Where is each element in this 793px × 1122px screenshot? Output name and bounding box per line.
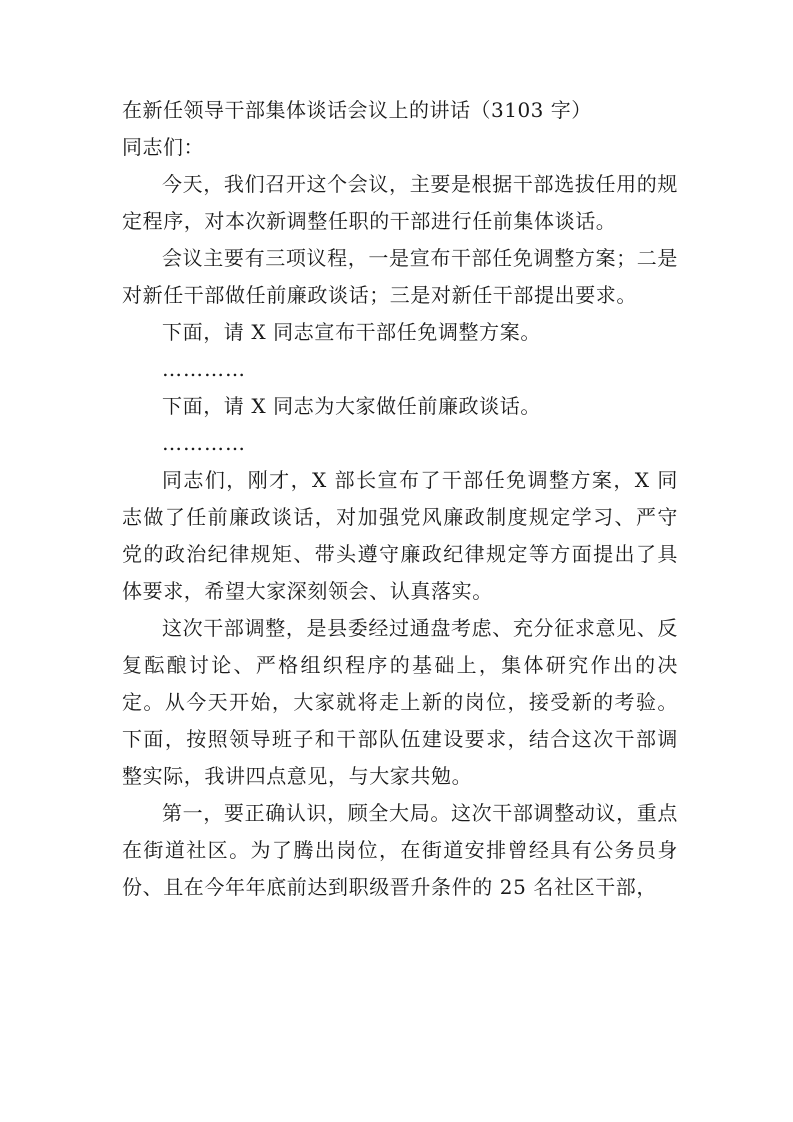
paragraph-point-one: 第一，要正确认识，顾全大局。这次干部调整动议，重点在街道社区。为了腾出岗位，在街道安排曾经具有公务员身份、且在今年年底前达到职级晋升条件的 25 名社区干部， [122, 801, 678, 899]
ellipsis-separator: ………… [162, 431, 246, 455]
paragraph-summary: 同志们，刚才，X 部长宣布了干部任免调整方案，X 同志做了任前廉政谈话，对加强党风廉政制度规定学习、严守党的政治纪律规矩、带头遵守廉政纪律规定等方面提出了具体要求，希望大家深刻领会、认真落实。 [122, 468, 678, 603]
paragraph-agenda: 会议主要有三项议程，一是宣布干部任免调整方案；二是对新任干部做任前廉政谈话；三是对新任干部提出要求。 [122, 246, 678, 307]
ellipsis-separator: ………… [162, 357, 246, 381]
salutation: 同志们： [122, 135, 204, 159]
paragraph-integrity-talk: 下面，请 X 同志为大家做任前廉政谈话。 [162, 394, 541, 418]
document-body [122, 92, 678, 906]
paragraph-announcement: 下面，请 X 同志宣布干部任免调整方案。 [162, 320, 541, 344]
document-title: 在新任领导干部集体谈话会议上的讲话（3103 字） [122, 98, 592, 122]
paragraph-opening: 今天，我们召开这个会议，主要是根据干部选拔任用的规定程序，对本次新调整任职的干部进行任前集体谈话。 [122, 172, 678, 233]
paragraph-adjustment: 这次干部调整，是县委经过通盘考虑、充分征求意见、反复酝酿讨论、严格组织程序的基础上，集体研究作出的决定。从今天开始，大家就将走上新的岗位，接受新的考验。下面，按照领导班子和干部队伍建设要求，结合这次干部调整实际，我讲四点意见，与大家共勉。 [122, 616, 678, 788]
